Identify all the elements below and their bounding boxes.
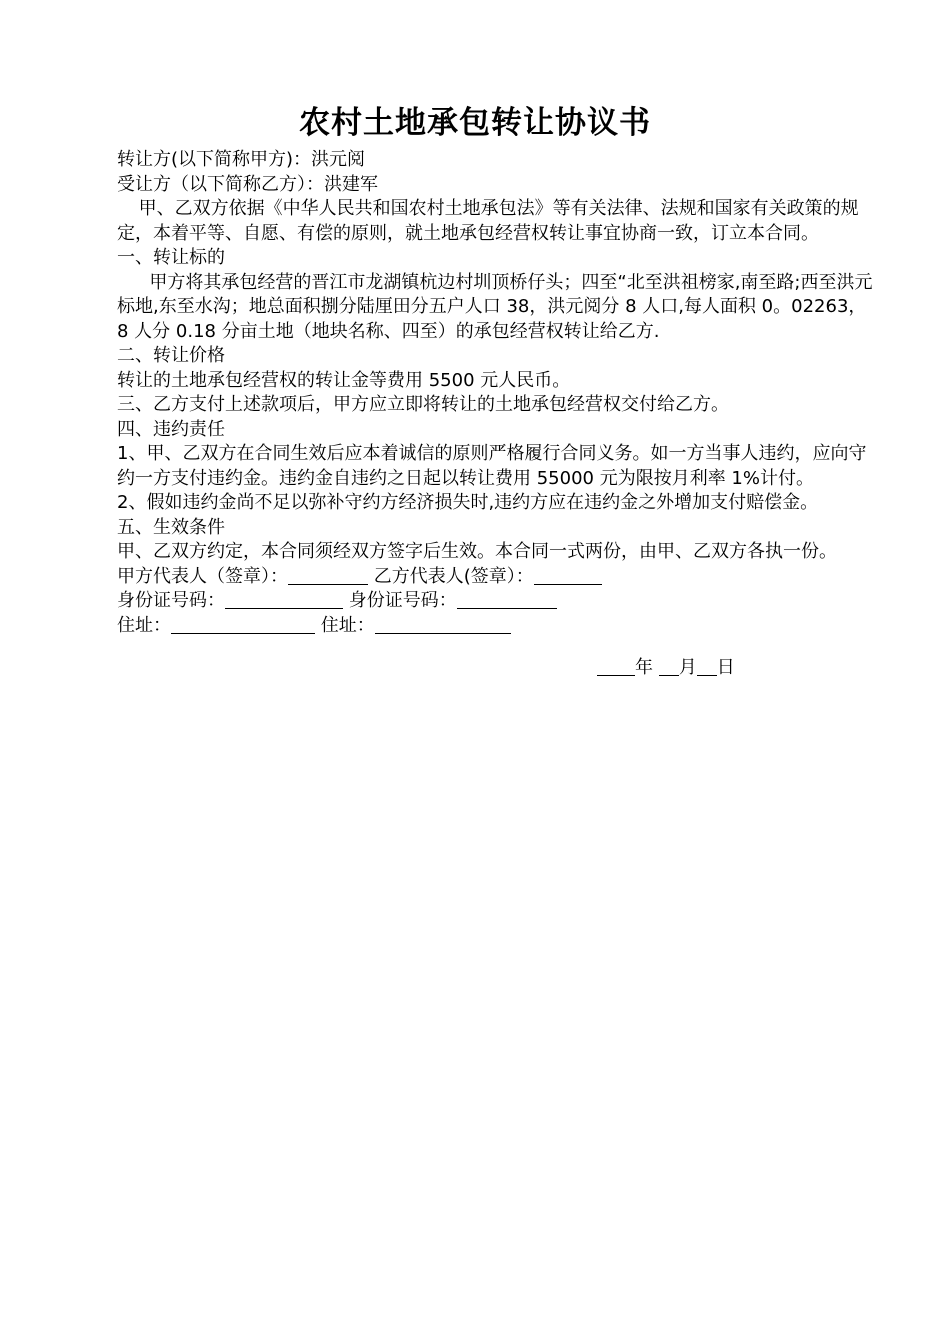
transferor-line: 转让方(以下简称甲方)：洪元阅 (117, 149, 366, 170)
party-a-address-label: 住址： (117, 614, 171, 636)
year-label: 年 (635, 657, 653, 678)
section4-item2: 2、假如违约金尚不足以弥补守约方经济损失时,违约方应在违约金之外增加支付赔偿金。 (117, 492, 819, 513)
party-b-rep-label: 乙方代表人(签章）： (373, 565, 534, 587)
preamble-paragraph: 甲、乙双方依据《中华人民共和国农村土地承包法》等有关法律、法规和国家有关政策的规定，本着平等、自愿、有偿的原则，就土地承包经营权转让事宜协商一致，订立本合同。 (117, 198, 859, 244)
party-b-signature-blank[interactable] (534, 566, 602, 585)
section5-body: 甲、乙双方约定，本合同须经双方签字后生效。本合同一式两份，由甲、乙双方各执一份。 (117, 541, 837, 562)
document-title: 农村土地承包转让协议书 (299, 105, 651, 141)
section2-body: 转让的土地承包经营权的转让金等费用 5500 元人民币。 (117, 369, 571, 391)
month-label: 月 (678, 657, 697, 678)
party-a-address-blank[interactable] (171, 615, 315, 634)
party-b-id-label: 身份证号码： (348, 590, 457, 611)
day-label: 日 (716, 657, 735, 678)
section3-paragraph: 三、乙方支付上述款项后，甲方应立即将转让的土地承包经营权交付给乙方。 (117, 394, 729, 415)
party-b-address-label: 住址： (320, 614, 375, 636)
party-a-id-blank[interactable] (225, 590, 343, 609)
section5-heading: 五、生效条件 (117, 516, 225, 538)
section4-item1: 1、甲、乙双方在合同生效后应本着诚信的原则严格履行合同义务。如一方当事人违约，应向守约一方支付违约金。违约金自违约之日起以转让费用 55000 元为限按月利率 1%计付。 (117, 443, 867, 489)
day-blank[interactable] (697, 657, 717, 676)
date-line (117, 656, 877, 681)
year-blank[interactable] (597, 657, 635, 676)
signature-address-line (117, 614, 877, 639)
section4-heading: 四、违约责任 (117, 418, 225, 440)
party-a-rep-label: 甲方代表人（签章）： (117, 565, 288, 587)
section1-body: 甲方将其承包经营的晋江市龙湖镇杭边村圳顶桥仔头；四至“北至洪祖榜家,南至路;西至洪元标地,东至水沟；地总面积捌分陆厘田分五户人口 38，洪元阅分 8 人口,每人面积 0。02263，8 人分 0.18 分亩土地（地块名称、四至）的承包经营权转让给乙方. (117, 271, 873, 342)
month-blank[interactable] (659, 657, 679, 676)
party-a-id-label: 身份证号码： (117, 590, 225, 611)
section2-heading: 二、转让价格 (117, 345, 225, 366)
transferee-line: 受让方（以下简称乙方）：洪建军 (117, 173, 378, 195)
party-b-address-blank[interactable] (375, 615, 511, 634)
party-a-signature-blank[interactable] (288, 566, 368, 585)
section1-heading: 一、转让标的 (117, 247, 225, 268)
party-b-id-blank[interactable] (457, 590, 557, 609)
document-body (117, 148, 877, 681)
signature-id-line (117, 589, 877, 614)
signature-representatives-line (117, 565, 877, 590)
